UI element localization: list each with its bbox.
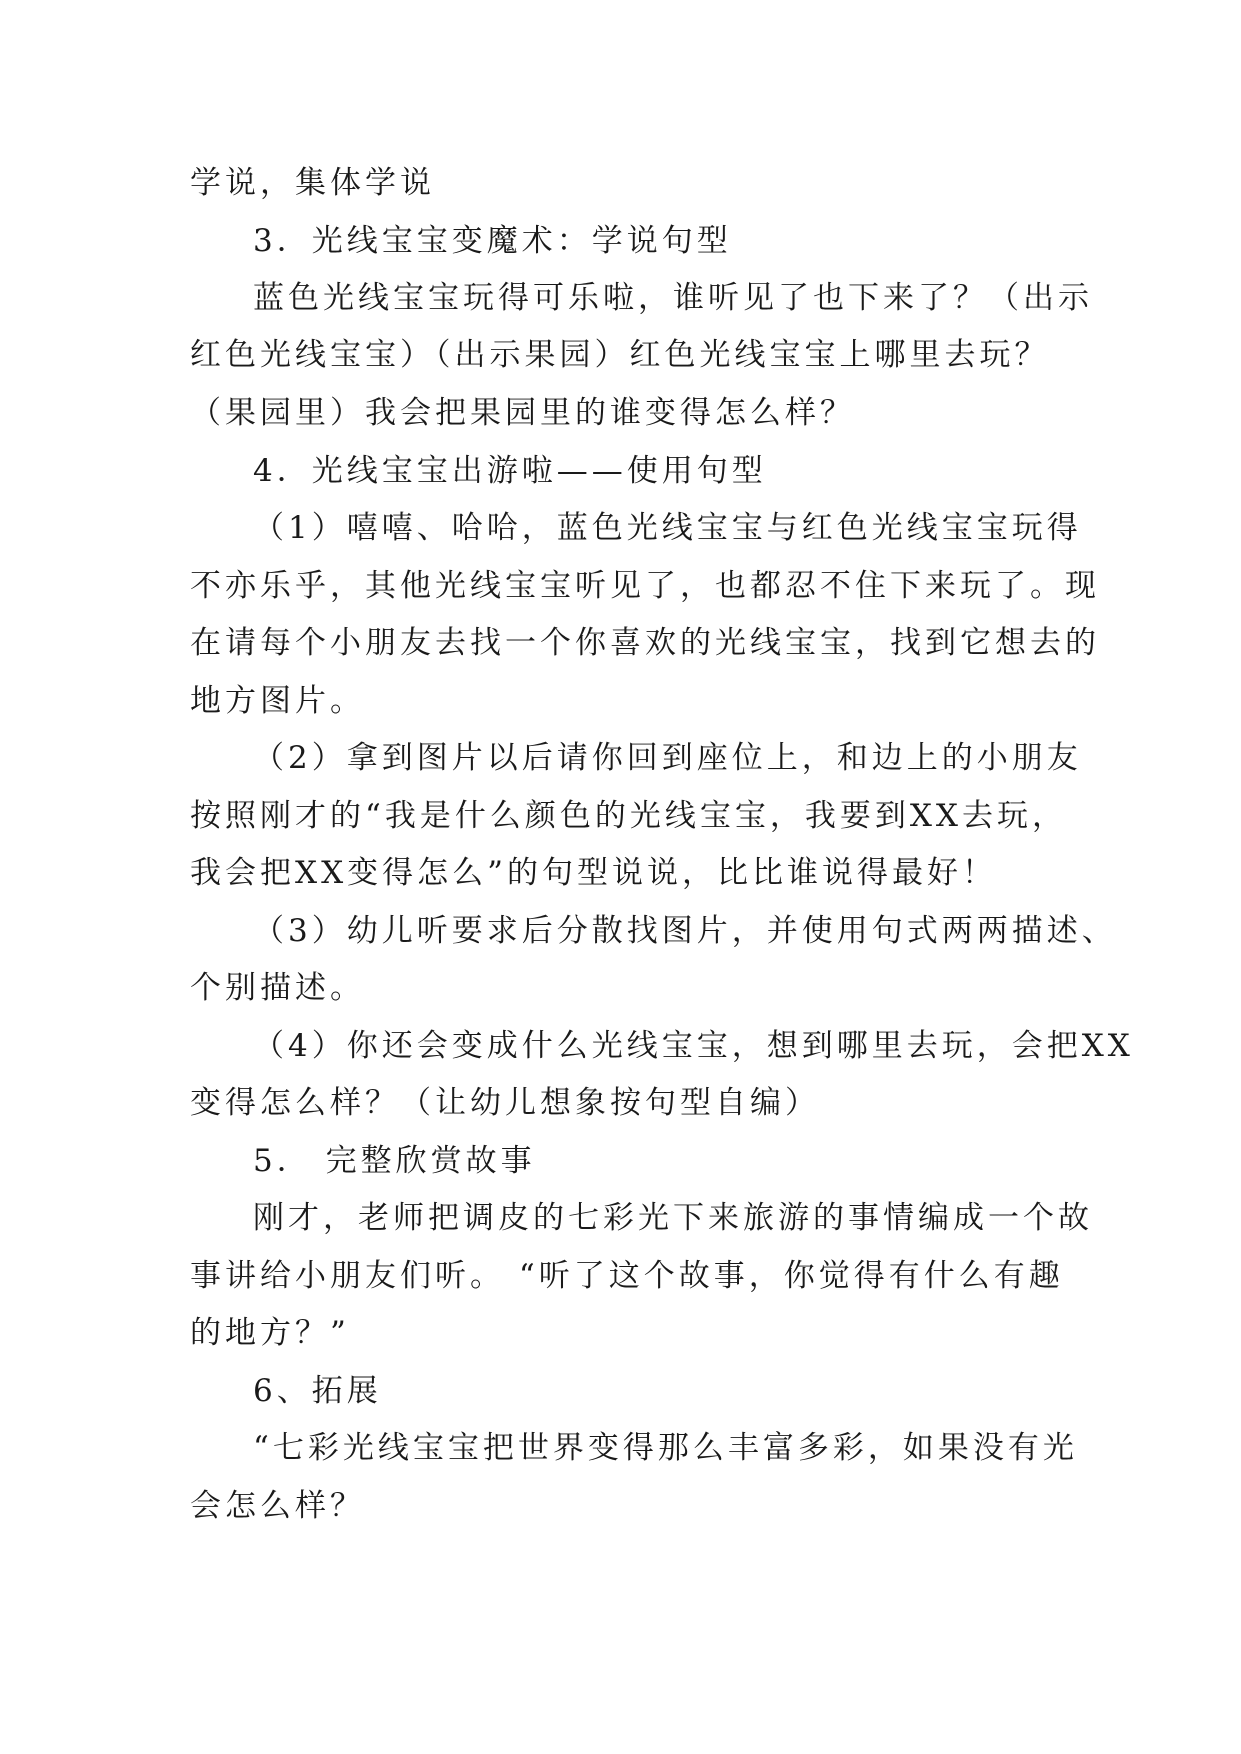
text-line-10: 地方图片。 bbox=[190, 683, 365, 719]
text-line-17: 变得怎么样？（让幼儿想象按句型自编） bbox=[190, 1085, 820, 1121]
text-line-3: 蓝色光线宝宝玩得可乐啦，谁听见了也下来了？（出示 bbox=[253, 280, 1093, 316]
text-line-7: （1）嘻嘻、哈哈，蓝色光线宝宝与红色光线宝宝玩得 bbox=[253, 510, 1082, 546]
text-line-2: 3．光线宝宝变魔术：学说句型 bbox=[253, 223, 732, 259]
text-line-19: 刚才，老师把调皮的七彩光下来旅游的事情编成一个故 bbox=[253, 1200, 1093, 1236]
text-line-13: 我会把XX变得怎么”的句型说说，比比谁说得最好！ bbox=[190, 855, 997, 891]
text-line-14: （3）幼儿听要求后分散找图片，并使用句式两两描述、 bbox=[253, 913, 1117, 949]
text-line-16: （4）你还会变成什么光线宝宝，想到哪里去玩，会把XX bbox=[253, 1028, 1134, 1064]
text-line-9: 在请每个小朋友去找一个你喜欢的光线宝宝，找到它想去的 bbox=[190, 625, 1100, 661]
text-line-1: 学说，集体学说 bbox=[190, 165, 435, 201]
text-line-8: 不亦乐乎，其他光线宝宝听见了，也都忍不住下来玩了。现 bbox=[190, 568, 1100, 604]
text-line-11: （2）拿到图片以后请你回到座位上，和边上的小朋友 bbox=[253, 740, 1082, 776]
text-line-24: 会怎么样？ bbox=[190, 1488, 365, 1524]
text-line-15: 个别描述。 bbox=[190, 970, 365, 1006]
text-line-5: （果园里）我会把果园里的谁变得怎么样？ bbox=[190, 395, 855, 431]
text-line-22: 6、拓展 bbox=[253, 1373, 382, 1409]
text-line-21: 的地方？” bbox=[190, 1315, 350, 1351]
text-line-23: “七彩光线宝宝把世界变得那么丰富多彩，如果没有光 bbox=[253, 1430, 1078, 1466]
text-line-4: 红色光线宝宝）（出示果园）红色光线宝宝上哪里去玩？ bbox=[190, 337, 1050, 373]
text-line-6: 4．光线宝宝出游啦——使用句型 bbox=[253, 453, 767, 489]
text-line-12: 按照刚才的“我是什么颜色的光线宝宝，我要到XX去玩， bbox=[190, 798, 1067, 834]
text-line-18: 5． 完整欣赏故事 bbox=[253, 1143, 536, 1179]
text-line-20: 事讲给小朋友们听。 “听了这个故事，你觉得有什么有趣 bbox=[190, 1258, 1064, 1294]
